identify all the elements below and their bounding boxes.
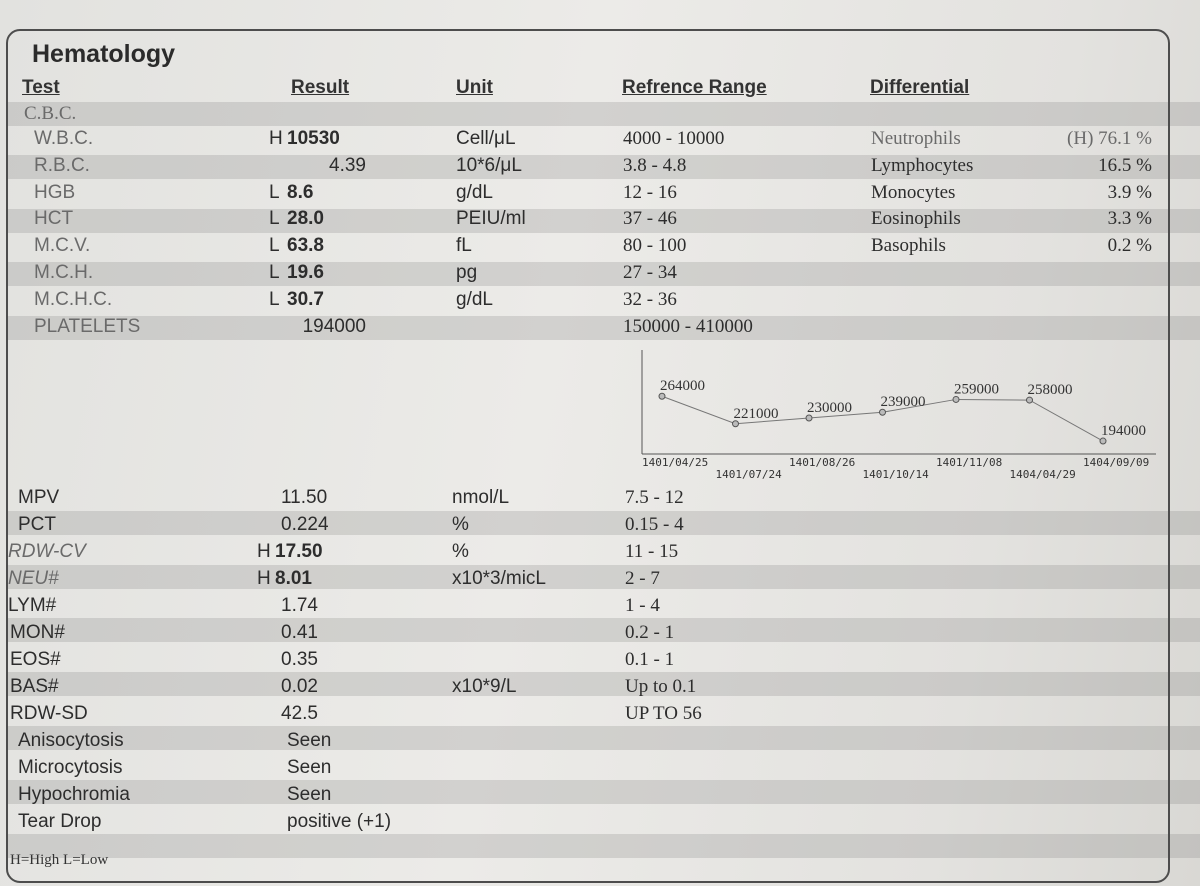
reference-range: 7.5 - 12: [625, 487, 684, 508]
result-value: 17.50: [275, 541, 323, 562]
header-test: Test: [22, 77, 60, 98]
result-value: 63.8: [287, 235, 324, 257]
unit: 10*6/μL: [456, 154, 522, 176]
result-value: 0.224: [281, 514, 329, 535]
test-name: PCT: [18, 514, 56, 535]
test-name: HGB: [34, 181, 76, 203]
unit: %: [452, 514, 469, 535]
differential-value: 0.2 %: [1107, 235, 1152, 257]
result-value: 28.0: [287, 208, 324, 230]
reference-range: 11 - 15: [625, 541, 679, 562]
result-value: 30.7: [287, 288, 324, 310]
test-name: BAS#: [10, 676, 59, 697]
result-value: 194000: [302, 315, 366, 337]
header-reference-range: Refrence Range: [622, 77, 767, 98]
result-value: Seen: [287, 784, 332, 805]
data-label: 258000: [1027, 382, 1073, 399]
section-cbc: C.B.C.: [24, 103, 77, 124]
data-label: 221000: [733, 405, 779, 422]
unit: fL: [456, 235, 472, 257]
test-name: RDW-SD: [10, 703, 88, 724]
reference-range: 1 - 4: [625, 595, 660, 616]
result-flag: H: [257, 541, 271, 562]
unit: pg: [456, 262, 478, 283]
result-value: positive (+1): [287, 811, 392, 832]
unit: x10*3/micL: [452, 568, 546, 589]
test-name: MPV: [18, 487, 60, 508]
result-value: 1.74: [281, 595, 318, 616]
data-label: 230000: [807, 400, 852, 416]
header-differential: Differential: [870, 77, 970, 98]
header-result: Result: [291, 77, 350, 98]
result-flag: L: [269, 288, 280, 310]
data-label: 194000: [1101, 423, 1146, 440]
x-tick-label: 1404/04/29: [1009, 468, 1076, 481]
x-tick-label: 1404/09/09: [1083, 456, 1150, 469]
reference-range: 0.1 - 1: [625, 649, 675, 670]
test-name: Microcytosis: [18, 757, 123, 778]
test-name: R.B.C.: [34, 154, 90, 176]
test-name: Hypochromia: [18, 784, 130, 805]
test-name: EOS#: [10, 649, 61, 670]
test-name: HCT: [34, 208, 74, 230]
reference-range: 27 - 34: [623, 262, 677, 283]
data-label: 239000: [880, 394, 926, 411]
differential-name: Basophils: [871, 235, 946, 257]
differential-name: Monocytes: [871, 181, 956, 203]
result-value: Seen: [287, 757, 332, 778]
test-name: Tear Drop: [18, 811, 102, 832]
result-value: Seen: [287, 730, 332, 751]
data-label: 259000: [954, 381, 999, 398]
result-value: 0.35: [281, 649, 318, 670]
reference-range: 80 - 100: [623, 235, 687, 257]
result-flag: L: [269, 235, 280, 257]
result-value: 8.01: [275, 568, 312, 589]
unit: %: [452, 541, 469, 562]
result-flag: H: [257, 568, 271, 589]
test-name: LYM#: [8, 595, 57, 616]
differential-name: Neutrophils: [871, 128, 961, 149]
x-tick-label: 1401/10/14: [862, 468, 929, 481]
result-flag: L: [269, 181, 280, 203]
unit: g/dL: [456, 288, 493, 310]
result-flag: H: [269, 128, 283, 149]
reference-range: 3.8 - 4.8: [623, 154, 687, 176]
reference-range: 37 - 46: [623, 208, 677, 230]
differential-value: 3.3 %: [1107, 208, 1152, 230]
x-tick-label: 1401/07/24: [715, 468, 782, 481]
result-value: 4.39: [329, 154, 366, 176]
page-title: Hematology: [32, 40, 176, 68]
reference-range: Up to 0.1: [625, 676, 697, 697]
test-name: W.B.C.: [34, 128, 94, 149]
result-flag: L: [269, 262, 280, 283]
reference-range: 4000 - 10000: [623, 128, 725, 149]
unit: PEIU/ml: [456, 208, 526, 230]
platelet-trend-chart: [636, 348, 1176, 488]
test-name: M.C.H.C.: [34, 288, 113, 310]
unit: g/dL: [456, 181, 493, 203]
unit: nmol/L: [452, 487, 510, 508]
unit: x10*9/L: [452, 676, 517, 697]
test-name: M.C.V.: [34, 235, 91, 257]
result-value: 19.6: [287, 262, 324, 283]
test-name: MON#: [10, 622, 65, 643]
differential-name: Eosinophils: [871, 208, 961, 230]
reference-range: 0.15 - 4: [625, 514, 684, 535]
unit: Cell/μL: [456, 128, 516, 149]
flag-legend: H=High L=Low: [10, 852, 109, 868]
differential-value: (H) 76.1 %: [1067, 128, 1152, 149]
result-value: 42.5: [281, 703, 318, 724]
x-tick-label: 1401/08/26: [789, 456, 856, 469]
result-value: 0.02: [281, 676, 318, 697]
data-label: 264000: [660, 378, 705, 395]
reference-range: 150000 - 410000: [623, 315, 753, 337]
test-name: Anisocytosis: [18, 730, 124, 751]
result-value: 11.50: [281, 487, 328, 508]
test-name: NEU#: [8, 568, 59, 589]
reference-range: 12 - 16: [623, 181, 677, 203]
differential-name: Lymphocytes: [871, 154, 974, 176]
x-tick-label: 1401/11/08: [936, 456, 1003, 469]
reference-range: 32 - 36: [623, 288, 677, 310]
test-name: PLATELETS: [34, 315, 141, 337]
result-value: 8.6: [287, 181, 314, 203]
header-unit: Unit: [456, 77, 493, 98]
result-value: 10530: [287, 128, 340, 149]
test-name: RDW-CV: [8, 541, 86, 562]
result-flag: L: [269, 208, 280, 230]
reference-range: 0.2 - 1: [625, 622, 675, 643]
differential-value: 16.5 %: [1098, 154, 1152, 176]
x-tick-label: 1401/04/25: [642, 456, 709, 469]
result-value: 0.41: [281, 622, 318, 643]
test-name: M.C.H.: [34, 262, 94, 283]
reference-range: 2 - 7: [625, 568, 660, 589]
differential-value: 3.9 %: [1107, 181, 1152, 203]
reference-range: UP TO 56: [625, 703, 702, 724]
